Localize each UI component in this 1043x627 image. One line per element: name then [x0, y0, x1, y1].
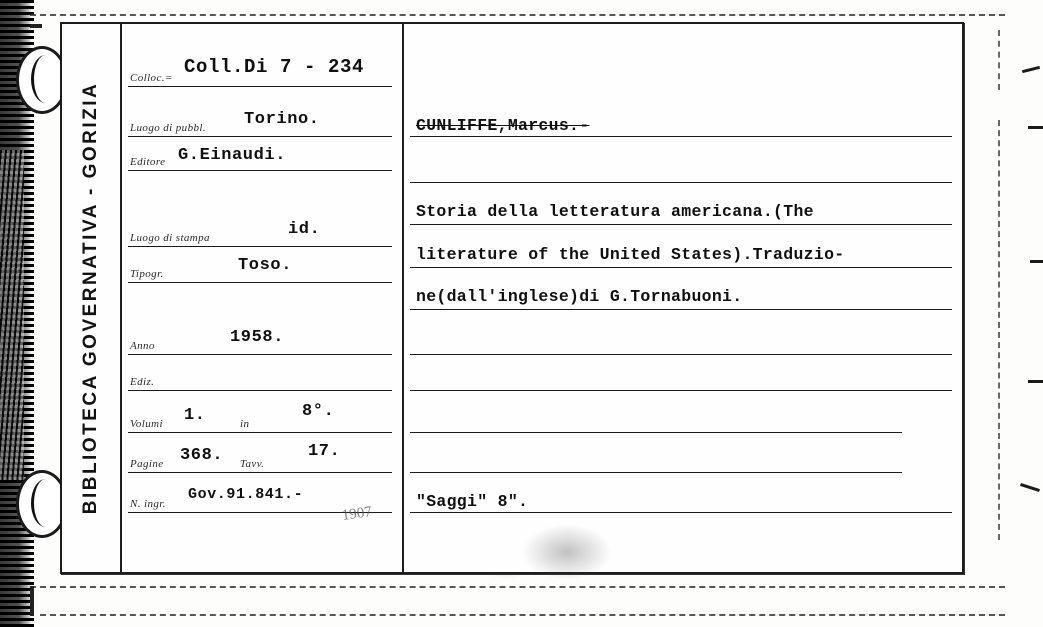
left-field-column [120, 24, 404, 572]
rule-r6 [410, 354, 952, 355]
margin-tick-4 [1028, 380, 1043, 383]
value-luogo-pubbl: Torino. [244, 110, 320, 129]
value-anno: 1958. [230, 328, 285, 347]
margin-dash-2 [998, 120, 1000, 540]
library-name: BIBLIOTECA GOVERNATIVA - GORIZIA [80, 81, 101, 515]
pencil-annotation: 1907 [340, 503, 373, 525]
rule-r1 [410, 136, 952, 137]
rule-luogo-pubbl [128, 136, 392, 137]
label-editore: Editore [130, 156, 166, 168]
scan-edge-streaks [0, 150, 24, 480]
series-note: "Saggi" 8". [416, 492, 529, 511]
label-luogo-pubbl: Luogo di pubbl. [130, 122, 206, 134]
margin-dash-1 [998, 30, 1000, 90]
sheet-left-border [30, 586, 34, 616]
value-pagine: 368. [180, 446, 224, 465]
rule-r3 [410, 224, 952, 225]
rule-r8 [410, 432, 902, 433]
rule-r7 [410, 390, 952, 391]
margin-tick-2 [1028, 126, 1043, 129]
title-line-3: ne(dall'inglese)di G.Tornabuoni. [416, 287, 743, 306]
label-tipogr: Tipogr. [130, 268, 164, 280]
sheet-top-border [30, 14, 1005, 16]
label-ediz: Ediz. [130, 376, 155, 388]
catalog-card [60, 22, 964, 574]
author-line: CUNLIFFE,Marcus.- [416, 116, 590, 135]
value-luogo-stampa: id. [288, 220, 321, 239]
label-tavv: Tavv. [240, 458, 265, 470]
label-luogo-stampa: Luogo di stampa [130, 232, 210, 244]
right-description-column [402, 24, 962, 572]
value-in: 8°. [302, 402, 335, 421]
sheet-bottom-border-2 [40, 614, 1005, 616]
corner-mark-top-left [30, 24, 42, 28]
label-pagine: Pagine [130, 458, 164, 470]
rule-r9 [410, 472, 902, 473]
value-tipogr: Toso. [238, 256, 293, 275]
rule-r4 [410, 267, 952, 268]
label-anno: Anno [130, 340, 155, 352]
value-colloc: Coll.Di 7 - 234 [184, 56, 365, 78]
rule-editore [128, 170, 392, 171]
value-ingresso: Gov.91.841.- [188, 486, 304, 503]
rule-r5 [410, 309, 952, 310]
title-line-1: Storia della letteratura americana.(The [416, 202, 814, 221]
rule-anno [128, 354, 392, 355]
title-line-2: literature of the United States).Traduzio- [416, 245, 845, 264]
value-volumi: 1. [184, 406, 206, 425]
sheet-bottom-border [30, 586, 1005, 588]
rule-r2 [410, 182, 952, 183]
rule-colloc [128, 86, 392, 87]
rule-luogo-stampa [128, 246, 392, 247]
label-in: in [240, 418, 250, 430]
rule-tipogr [128, 282, 392, 283]
rule-pagine [128, 472, 392, 473]
margin-tick-1 [1022, 66, 1040, 73]
rule-volumi [128, 432, 392, 433]
smudge-2 [522, 524, 612, 580]
label-ingresso: N. ingr. [130, 498, 166, 510]
value-editore: G.Einaudi. [178, 146, 287, 165]
label-colloc: Colloc.= [130, 72, 173, 84]
margin-tick-5 [1020, 483, 1040, 492]
rule-ediz [128, 390, 392, 391]
library-band [62, 24, 122, 572]
rule-r10 [410, 512, 952, 513]
margin-tick-3 [1030, 260, 1043, 263]
label-volumi: Volumi [130, 418, 163, 430]
value-tavv: 17. [308, 442, 341, 461]
